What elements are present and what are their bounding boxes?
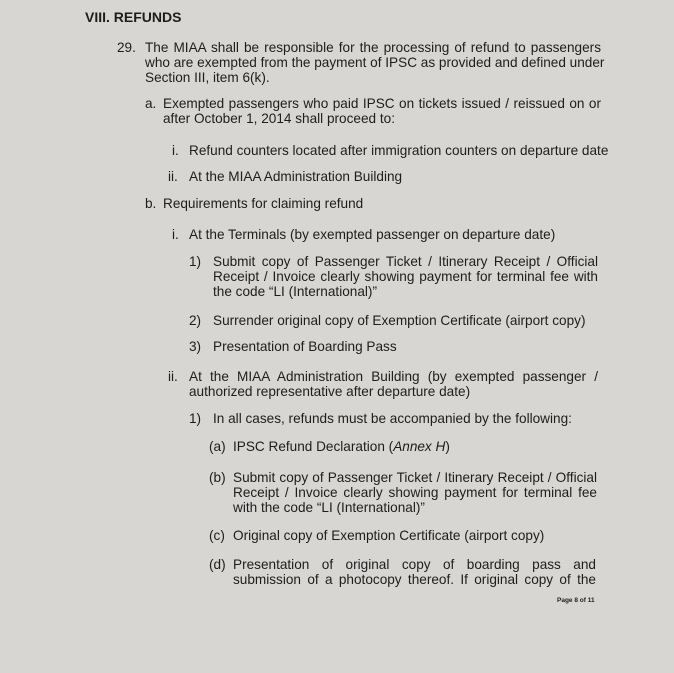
item-a-ii-marker: ii. bbox=[168, 169, 178, 184]
req-d-line-1: Presentation of original copy of boarding pass and bbox=[233, 557, 596, 572]
item-b-i-text: At the Terminals (by exempted passenger on departure date) bbox=[189, 227, 556, 242]
req-a-marker: (a) bbox=[209, 439, 226, 454]
terminal-item-3-marker: 3) bbox=[189, 339, 202, 354]
para29-line-2: who are exempted from the payment of IPSC as provided and defined under bbox=[145, 55, 605, 70]
item-a-ii-text: At the MIAA Administration Building bbox=[189, 169, 403, 184]
terminal-item-1-line-2: Receipt / Invoice clearly showing payment for terminal fee with bbox=[213, 269, 598, 284]
item-a-line-2: after October 1, 2014 shall proceed to: bbox=[163, 111, 395, 126]
req-b-marker: (b) bbox=[209, 470, 226, 485]
section-heading: VIII. REFUNDS bbox=[85, 9, 182, 25]
terminal-item-1-line-1: Submit copy of Passenger Ticket / Itinerary Receipt / Official bbox=[213, 254, 598, 269]
admin-item-1-text: In all cases, refunds must be accompanied by the following: bbox=[213, 411, 572, 426]
para29-line-1: The MIAA shall be responsible for the processing of refund to passengers bbox=[145, 40, 601, 55]
item-a-marker: a. bbox=[145, 96, 157, 111]
para29-line-3: Section III, item 6(k). bbox=[145, 70, 270, 85]
item-b-text: Requirements for claiming refund bbox=[163, 196, 364, 211]
item-b-ii-marker: ii. bbox=[168, 369, 178, 384]
page-number: Page 8 of 11 bbox=[557, 597, 595, 604]
item-a-i-text: Refund counters located after immigration counters on departure date bbox=[189, 143, 609, 158]
req-b-line-2: Receipt / Invoice clearly showing payment for terminal fee bbox=[233, 485, 597, 500]
req-c-text: Original copy of Exemption Certificate (airport copy) bbox=[233, 528, 545, 543]
req-d-line-2: submission of a photocopy thereof. If original copy of the bbox=[233, 572, 596, 587]
terminal-item-3-text: Presentation of Boarding Pass bbox=[213, 339, 397, 354]
terminal-item-2-text: Surrender original copy of Exemption Certificate (airport copy) bbox=[213, 313, 586, 328]
terminal-item-1-line-3: the code “LI (International)” bbox=[213, 284, 377, 299]
item-a-i-marker: i. bbox=[172, 143, 179, 158]
req-b-line-3: with the code “LI (International)” bbox=[233, 500, 425, 515]
para29-number: 29. bbox=[117, 40, 136, 55]
req-d-marker: (d) bbox=[209, 557, 226, 572]
item-b-i-marker: i. bbox=[172, 227, 179, 242]
req-b-line-1: Submit copy of Passenger Ticket / Itinerary Receipt / Official bbox=[233, 470, 597, 485]
req-a-text: IPSC Refund Declaration (Annex H) bbox=[233, 439, 450, 454]
terminal-item-2-marker: 2) bbox=[189, 313, 202, 328]
req-c-marker: (c) bbox=[209, 528, 225, 543]
item-a-line-1: Exempted passengers who paid IPSC on tickets issued / reissued on or bbox=[163, 96, 601, 111]
admin-item-1-marker: 1) bbox=[189, 411, 202, 426]
item-b-ii-line-1: At the MIAA Administration Building (by exempted passenger / bbox=[189, 369, 598, 384]
item-b-marker: b. bbox=[145, 196, 157, 211]
terminal-item-1-marker: 1) bbox=[189, 254, 202, 269]
item-b-ii-line-2: authorized representative after departure date) bbox=[189, 384, 471, 399]
